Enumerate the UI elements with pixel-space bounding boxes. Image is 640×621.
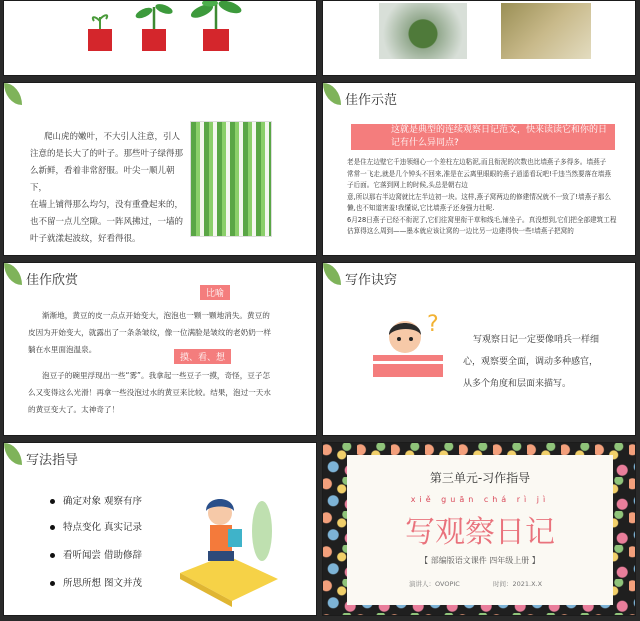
- sprout-pots-illustration: [4, 1, 317, 76]
- ivy-photo: [190, 121, 272, 237]
- slide-appreciation[interactable]: [3, 262, 317, 436]
- leaf-decoration-icon: [323, 83, 341, 105]
- senses-tag: 摸、看、想: [174, 349, 231, 364]
- presenter-label: 演讲人：OVOPIC: [409, 580, 460, 588]
- leaf-decoration-icon: [4, 263, 22, 285]
- example-text: 老是住左边壁它千违领细心一个差柱左边粘泥,而且衔泥的次数也比墙燕子多得多。墙燕子 常常一飞走,就是几个钟头不回来,准是在云离里眼眼的燕子逍遥看玩吧!千违当然要落在墙燕 子后面。它落到网上的时候,头总是朝右边 意,所以那右半边窝就比左半边初一块。这样,燕子窝两边的修建情况就不一致了!墙燕子那么 懒,也不知道害羞!我懂说,它比墙燕子还身强力壮呢. 6月28日燕子已经不衔泥了,它们往窝里衔干草和线毛,铺坐子。真没想到,它们把全部建筑工程 估算得这么周到——墨本就应该让窝的一边比另一边建得快一些!墙燕子把窝的: [347, 158, 617, 235]
- svg-text:?: ?: [427, 312, 439, 337]
- slide-ivy[interactable]: [3, 82, 317, 256]
- subtitle: 【 部编版语文课件 四年级上册 】: [420, 556, 540, 565]
- tips-paragraph: 写观察日记一定要像哨兵一样细 心，观察要全面，调动多种感官， 从多个角度和层面来描写。: [463, 335, 600, 389]
- leaf-decoration-icon: [4, 443, 22, 465]
- slide-method[interactable]: [3, 442, 317, 616]
- bean-paragraph-1: 渐渐地，黄豆的皮一点点开始变大，泡泡也一颗一颗地消失。黄豆的 皮因为开始变大，就露出了一条条皱纹，像一位满脸是皱纹的老奶奶一样 躺在水里面泡温泉。: [28, 311, 271, 354]
- slide-cover[interactable]: [322, 442, 636, 616]
- leaf-decoration-icon: [323, 263, 341, 285]
- method-bullet: 看听闻尝 借助修辞: [50, 547, 142, 561]
- sprout-photo: [501, 3, 591, 59]
- pinyin: xiě guān chá rì jì: [410, 495, 550, 504]
- highlight-box: 这就是典型的连续观察日记范文，快来读读它和你的日记有什么异同点?: [351, 124, 615, 150]
- thinking-girl-illustration: [369, 309, 453, 383]
- slide-title: 写法指导: [26, 453, 79, 468]
- slide-tips[interactable]: [322, 262, 636, 436]
- bean-paragraph-2: 泡豆子的碗里浮现出一些“雾”。我拿起一些豆子一摸，奇怪，豆子怎 么又变得这么光滑！再拿一些没泡过水的黄豆来比较。结果，泡过一天水 的黄豆变大了。太神奇了！: [28, 371, 271, 414]
- unit-title: 第三单元-习作指导: [429, 471, 531, 485]
- slide-title: 写作诀窍: [345, 273, 398, 288]
- slide-title: 佳作示范: [345, 93, 398, 108]
- method-bullet: 特点变化 真实记录: [50, 519, 142, 533]
- time-label: 时间：2021.X.X: [493, 580, 543, 588]
- cover-panel: [347, 455, 613, 605]
- method-bullet: 所思所想 图文并茂: [50, 575, 142, 589]
- slide-title: 佳作欣赏: [26, 273, 79, 288]
- metaphor-tag: 比喻: [200, 285, 230, 300]
- reading-girl-illustration: [172, 491, 288, 607]
- succulent-photo: [379, 3, 467, 59]
- ivy-paragraph: 爬山虎的嫩叶，不大引人注意，引人 注意的是长大了的叶子。那些叶子绿得那 么新鲜，看着非常舒服。叶尖一顺儿朝下， 在墙上铺得那么均匀，没有重叠起来的， 也不留一点儿空隙。一阵风拂过，一墙的 叶子就漾起波纹，好看得很。: [30, 132, 184, 244]
- slide-plants[interactable]: [3, 0, 317, 76]
- slide-example[interactable]: [322, 82, 636, 256]
- method-bullet: 确定对象 观察有序: [50, 493, 142, 507]
- main-title: 写观察日记: [405, 515, 555, 550]
- leaf-decoration-icon: [4, 83, 22, 105]
- slide-photos[interactable]: [322, 0, 636, 76]
